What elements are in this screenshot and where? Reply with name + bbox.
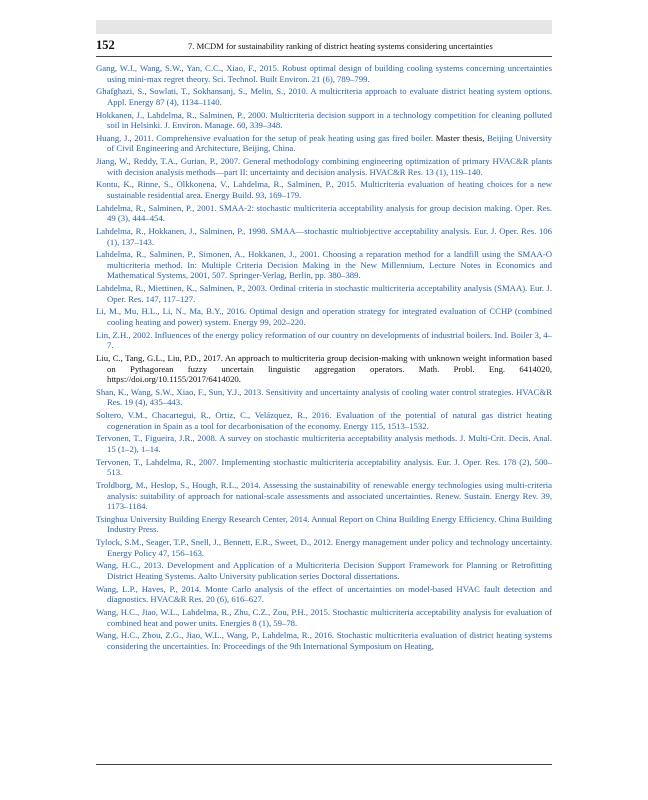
reference-item xyxy=(96,433,552,454)
reference-text: Soltero, V.M., Chacartegui, R., Ortiz, C., Velázquez, R., 2016. Evaluation of the potential of natural gas district heating cogeneration in Spain as a tool for decarbonisation of the economy. Energy 115, 1513–1532. xyxy=(96,410,552,431)
reference-text-continued: Beijing University of Civil Engineering and Architecture, Beijing, China. xyxy=(107,132,552,154)
running-head: 7. MCDM for sustainability ranking of district heating systems considering uncertainties xyxy=(188,41,493,51)
reference-item xyxy=(96,330,552,351)
reference-item xyxy=(96,86,552,107)
reference-text: Hokkanen, J., Lahdelma, R., Salminen, P., 2000. Multicriteria decision support in a technology competition for cleaning polluted soil in Helsinki. J. Environ. Manage. 60, 339–348. xyxy=(96,109,552,131)
reference-text: Shan, K., Wang, S.W., Xiao, F., Sun, Y.J., 2013. Sensitivity and uncertainty analysis of cooling water control strategies. HVAC&R Res. 19 (4), 435–443. xyxy=(96,386,552,408)
reference-item xyxy=(96,514,552,535)
reference-item xyxy=(96,179,552,200)
reference-text: Liu, C., Tang, G.L., Liu, P.D., 2017. An approach to multicriteria group decision-making with unknown weight information based on Pythagorean fuzzy uncertain linguistic aggregation operators. Math. Probl. Eng. 6414020, https://doi.org/10.1155/2017/6414020. xyxy=(96,352,552,385)
reference-text: Wang, H.C., Zhou, Z.G., Jiao, W.L., Wang, P., Lahdelma, R., 2016. Stochastic multicriteria evaluation of district heating systems considering the uncertainties. In: Proceedings of the 9th International Symposium on Heating, xyxy=(96,630,552,651)
reference-text: Tervonen, T., Lahdelma, R., 2007. Implementing stochastic multicriteria acceptability analysis. Eur. J. Oper. Res. 178 (2), 500–513. xyxy=(96,456,552,478)
reference-item xyxy=(96,249,552,281)
reference-text: Tsinghua University Building Energy Research Center, 2014. Annual Report on China Building Energy Efficiency. China Building Industry Press. xyxy=(96,513,552,535)
reference-text: Tervonen, T., Figueira, J.R., 2008. A survey on stochastic multicriteria acceptability analysis methods. J. Multi-Crit. Decis. Anal. 15 (1–2), 1–14. xyxy=(96,433,552,454)
reference-item xyxy=(96,537,552,558)
footer-rule xyxy=(96,764,552,765)
reference-text: Lahdelma, R., Salminen, P., Simonen, A., Hokkanen, J., 2001. Choosing a reparation method for a landfill using the SMAA-O multicriteria method. In: Multiple Criteria Decision Making in the New Millennium, Lecture Notes in Economics and Mathematical Systems, 2001, 507. Springer-Verlag, Berlin, pp. 380–389. xyxy=(96,249,552,281)
reference-text: Tylock, S.M., Seager, T.P., Snell, J., Bennett, E.R., Sweet, D., 2012. Energy management under policy and technology uncertainty. Energy Policy 47, 156–163. xyxy=(96,537,552,558)
reference-text: Kontu, K., Rinne, S., Olkkonena, V., Lahdelma, R., Salminen, P., 2015. Multicriteria evaluation of heating choices for a new sustainable residential area. Energy Build. 93, 169–179. xyxy=(96,179,552,200)
reference-item xyxy=(96,410,552,431)
reference-item xyxy=(96,133,552,154)
reference-text: Lahdelma, R., Salminen, P., 2001. SMAA-2: stochastic multicriteria acceptability analysis for group decision making. Oper. Res. 49 (3), 444–454. xyxy=(96,202,552,224)
reference-item xyxy=(96,584,552,605)
reference-text: Jiang, W., Reddy, T.A., Gurian, P., 2007. General methodology combining engineering optimization of primary HVAC&R plants with decision analysis methods—part II: uncertainty and decision analysis. HVAC&R Res. 13 (1), 119–140. xyxy=(96,156,552,177)
reference-list xyxy=(96,63,552,654)
reference-text: Gang, W.J., Wang, S.W., Yan, C.C., Xiao, F., 2015. Robust optimal design of building cooling systems concerning uncertainties using mini-max regret theory. Sci. Technol. Built Environ. 21 (6), 789–799. xyxy=(96,63,552,84)
reference-text: Wang, L.P., Haves, P., 2014. Monte Carlo analysis of the effect of uncertainties on model-based HVAC fault detection and diagnostics. HVAC&R Res. 20 (6), 616–627. xyxy=(96,583,552,605)
reference-text: Huang, J., 2011. Comprehensive evaluation for the setup of peak heating using gas fired boiler. xyxy=(96,132,436,143)
reference-item xyxy=(96,457,552,478)
reference-item xyxy=(96,353,552,385)
reference-text: Li, M., Mu, H.L., Li, N., Ma, B.Y., 2016. Optimal design and operation strategy for integrated evaluation of CCHP (combined cooling heating and power) system. Energy 99, 202–220. xyxy=(96,306,552,327)
page-number: 152 xyxy=(96,38,115,52)
reference-item xyxy=(96,630,552,651)
reference-item xyxy=(96,226,552,247)
reference-item xyxy=(96,306,552,327)
reference-item xyxy=(96,110,552,131)
reference-text: Wang, H.C., 2013. Development and Application of a Multicriteria Decision Support Framework for Planning or Retrofitting District Heating Systems. Aalto University publication series Doctoral dissertations. xyxy=(96,560,552,581)
reference-item xyxy=(96,387,552,408)
reference-item xyxy=(96,63,552,84)
reference-item xyxy=(96,283,552,304)
reference-text: Ghafghazi, S., Sowlati, T., Sokhansanj, S., Melin, S., 2010. A multicriteria approach to evaluate district heating system options. Appl. Energy 87 (4), 1134–1140. xyxy=(96,86,552,107)
reference-item xyxy=(96,203,552,224)
reference-item xyxy=(96,480,552,512)
reference-thesis-label: Master thesis, xyxy=(435,132,485,143)
reference-text: Lahdelma, R., Hokkanen, J., Salminen, P., 1998. SMAA—stochastic multiobjective acceptability analysis. Eur. J. Oper. Res. 106 (1), 137–143. xyxy=(96,225,552,247)
reference-text: Troldborg, M., Heslop, S., Hough, R.L., 2014. Assessing the sustainability of renewable energy technologies using multi-criteria analysis: suitability of approach for national-scale assessments and associated uncertainties. Renew. Sustain. Energy Rev. 39, 1173–1184. xyxy=(96,479,552,512)
reference-item xyxy=(96,156,552,177)
header-rule xyxy=(96,56,552,57)
reference-text: Lin, Z.H., 2002. Influences of the energy policy reformation of our country on developments of industrial boilers. Ind. Boiler 3, 4–7. xyxy=(96,329,552,351)
reference-item xyxy=(96,607,552,628)
reference-item xyxy=(96,560,552,581)
header-band xyxy=(96,20,552,34)
reference-text: Wang, H.C., Jiao, W.L., Lahdelma, R., Zhu, C.Z., Zou, P.H., 2015. Stochastic multicriteria acceptability analysis for evaluation of combined heat and power units. Energies 8 (1), 59–78. xyxy=(96,606,552,628)
page-header xyxy=(96,38,552,52)
reference-text: Lahdelma, R., Miettinen, K., Salminen, P., 2003. Ordinal criteria in stochastic multicriteria acceptability analysis (SMAA). Eur. J. Oper. Res. 147, 117–127. xyxy=(96,283,552,304)
